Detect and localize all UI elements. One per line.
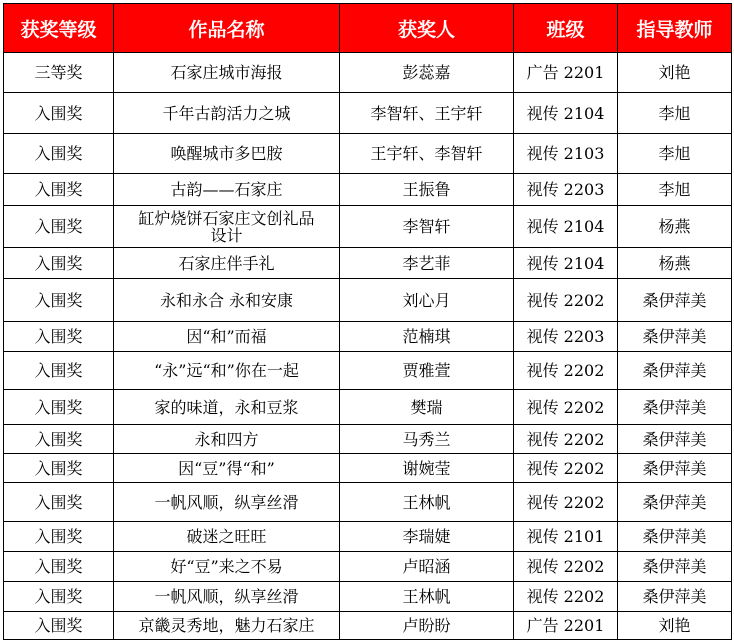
cell-award-level: 入围奖 xyxy=(4,352,114,390)
cell-advisor: 桑伊萍美 xyxy=(618,483,732,522)
cell-work-title: 石家庄伴手礼 xyxy=(114,248,340,279)
cell-work-title: 永和四方 xyxy=(114,425,340,454)
cell-advisor: 李旭 xyxy=(618,93,732,134)
table-row xyxy=(4,612,732,640)
cell-work-title: 唤醒城市多巴胺 xyxy=(114,134,340,174)
cell-advisor: 桑伊萍美 xyxy=(618,454,732,483)
cell-winner: 卢盼盼 xyxy=(340,612,514,640)
table-row xyxy=(4,93,732,134)
cell-advisor: 桑伊萍美 xyxy=(618,582,732,612)
cell-work-title: 石家庄城市海报 xyxy=(114,53,340,93)
cell-class: 视传 2202 xyxy=(514,552,618,582)
cell-award-level: 入围奖 xyxy=(4,134,114,174)
header-award-level: 获奖等级 xyxy=(4,4,114,53)
cell-class: 广告 2201 xyxy=(514,612,618,640)
award-table xyxy=(3,3,732,640)
cell-award-level: 三等奖 xyxy=(4,53,114,93)
cell-advisor: 桑伊萍美 xyxy=(618,279,732,322)
table-row xyxy=(4,322,732,352)
cell-winner: 谢婉莹 xyxy=(340,454,514,483)
cell-winner: 王林帆 xyxy=(340,582,514,612)
cell-winner: 王林帆 xyxy=(340,483,514,522)
cell-award-level: 入围奖 xyxy=(4,322,114,352)
cell-winner: 马秀兰 xyxy=(340,425,514,454)
table-row xyxy=(4,134,732,174)
header-work-title: 作品名称 xyxy=(114,4,340,53)
cell-advisor: 杨燕 xyxy=(618,206,732,248)
cell-class: 视传 2202 xyxy=(514,454,618,483)
cell-winner: 王振鲁 xyxy=(340,174,514,206)
cell-class: 视传 2104 xyxy=(514,206,618,248)
cell-advisor: 桑伊萍美 xyxy=(618,425,732,454)
cell-winner: 李瑞婕 xyxy=(340,522,514,552)
cell-winner: 樊瑞 xyxy=(340,390,514,425)
cell-winner: 贾雅萱 xyxy=(340,352,514,390)
cell-advisor: 桑伊萍美 xyxy=(618,352,732,390)
cell-advisor: 桑伊萍美 xyxy=(618,390,732,425)
cell-advisor: 刘艳 xyxy=(618,612,732,640)
cell-award-level: 入围奖 xyxy=(4,248,114,279)
cell-work-title: 古韵——石家庄 xyxy=(114,174,340,206)
cell-winner: 卢昭涵 xyxy=(340,552,514,582)
cell-winner: 范楠琪 xyxy=(340,322,514,352)
cell-work-title: “永”远“和”你在一起 xyxy=(114,352,340,390)
cell-award-level: 入围奖 xyxy=(4,174,114,206)
cell-award-level: 入围奖 xyxy=(4,483,114,522)
cell-class: 视传 2203 xyxy=(514,174,618,206)
cell-work-title: 永和永合 永和安康 xyxy=(114,279,340,322)
cell-award-level: 入围奖 xyxy=(4,612,114,640)
header-row xyxy=(4,4,732,53)
cell-work-title: 缸炉烧饼石家庄文创礼品设计 xyxy=(114,206,340,248)
cell-advisor: 李旭 xyxy=(618,174,732,206)
cell-class: 视传 2202 xyxy=(514,483,618,522)
table-row xyxy=(4,53,732,93)
cell-class: 视传 2103 xyxy=(514,134,618,174)
cell-award-level: 入围奖 xyxy=(4,279,114,322)
cell-award-level: 入围奖 xyxy=(4,454,114,483)
header-advisor: 指导教师 xyxy=(618,4,732,53)
table-row xyxy=(4,552,732,582)
table-row xyxy=(4,206,732,248)
cell-award-level: 入围奖 xyxy=(4,390,114,425)
table-row xyxy=(4,582,732,612)
cell-class: 视传 2202 xyxy=(514,352,618,390)
cell-work-title: 好“豆”来之不易 xyxy=(114,552,340,582)
table-row xyxy=(4,390,732,425)
cell-work-title: 一帆风顺，纵享丝滑 xyxy=(114,483,340,522)
table-row xyxy=(4,352,732,390)
cell-class: 视传 2203 xyxy=(514,322,618,352)
cell-advisor: 桑伊萍美 xyxy=(618,522,732,552)
cell-award-level: 入围奖 xyxy=(4,582,114,612)
cell-winner: 彭蕊嘉 xyxy=(340,53,514,93)
cell-award-level: 入围奖 xyxy=(4,552,114,582)
table-row xyxy=(4,279,732,322)
cell-award-level: 入围奖 xyxy=(4,206,114,248)
table-row xyxy=(4,522,732,552)
table-row xyxy=(4,425,732,454)
cell-class: 视传 2202 xyxy=(514,390,618,425)
cell-class: 视传 2202 xyxy=(514,582,618,612)
cell-class: 视传 2101 xyxy=(514,522,618,552)
cell-winner: 刘心月 xyxy=(340,279,514,322)
table-row xyxy=(4,248,732,279)
cell-class: 视传 2104 xyxy=(514,248,618,279)
cell-award-level: 入围奖 xyxy=(4,425,114,454)
cell-winner: 王宇轩、李智轩 xyxy=(340,134,514,174)
cell-work-title: 因“豆”得“和” xyxy=(114,454,340,483)
cell-class: 视传 2202 xyxy=(514,279,618,322)
cell-work-title: 家的味道，永和豆浆 xyxy=(114,390,340,425)
cell-work-title: 京畿灵秀地，魅力石家庄 xyxy=(114,612,340,640)
cell-advisor: 刘艳 xyxy=(618,53,732,93)
table-row xyxy=(4,483,732,522)
cell-award-level: 入围奖 xyxy=(4,93,114,134)
cell-winner: 李艺菲 xyxy=(340,248,514,279)
table-row xyxy=(4,174,732,206)
cell-work-title: 一帆风顺，纵享丝滑 xyxy=(114,582,340,612)
cell-winner: 李智轩、王宇轩 xyxy=(340,93,514,134)
cell-class: 视传 2202 xyxy=(514,425,618,454)
cell-class: 广告 2201 xyxy=(514,53,618,93)
cell-advisor: 杨燕 xyxy=(618,248,732,279)
header-class: 班级 xyxy=(514,4,618,53)
cell-class: 视传 2104 xyxy=(514,93,618,134)
cell-advisor: 桑伊萍美 xyxy=(618,322,732,352)
cell-work-title: 破迷之旺旺 xyxy=(114,522,340,552)
cell-award-level: 入围奖 xyxy=(4,522,114,552)
cell-advisor: 李旭 xyxy=(618,134,732,174)
table-row xyxy=(4,454,732,483)
header-winner: 获奖人 xyxy=(340,4,514,53)
cell-work-title: 千年古韵活力之城 xyxy=(114,93,340,134)
cell-advisor: 桑伊萍美 xyxy=(618,552,732,582)
cell-work-title: 因“和”而福 xyxy=(114,322,340,352)
cell-winner: 李智轩 xyxy=(340,206,514,248)
